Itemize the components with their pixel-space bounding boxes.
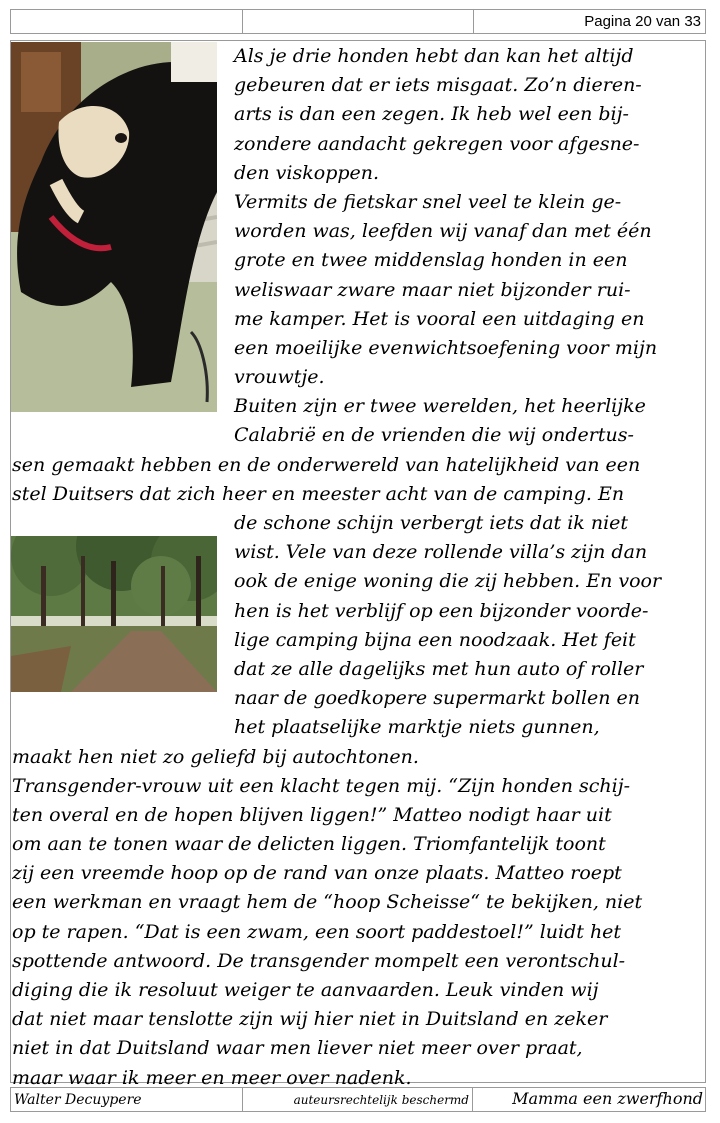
text-line: een moeilijke evenwichtsoefening voor mijn xyxy=(234,336,658,359)
page-footer xyxy=(10,1087,706,1112)
text-line: diging die ik resoluut weiger te aanvaarden. Leuk vinden wij xyxy=(12,979,599,1001)
page-number: Pagina 20 van 33 xyxy=(584,13,701,30)
text-line: dat ze alle dagelijks met hun auto of roller xyxy=(234,657,644,680)
text-line: op te rapen. “Dat is een zwam, een soort paddestoel!” luidt het xyxy=(12,920,622,943)
text-line: Calabrië en de vrienden die wij ondertus- xyxy=(234,424,634,447)
text-line: niet in dat Duitsland waar men liever niet meer over praat, xyxy=(12,1037,583,1060)
text-line: lige camping bijna een noodzaak. Het feit xyxy=(234,628,636,651)
text-line: Transgender-vrouw uit een klacht tegen mij. “Zijn honden schij- xyxy=(12,774,631,797)
text-line: maakt hen niet zo geliefd bij autochtonen. xyxy=(12,745,419,768)
text-line: hen is het verblijf op een bijzonder voorde- xyxy=(234,599,649,622)
header-cell-middle xyxy=(243,10,474,33)
text-line: een werkman en vraagt hem de “hoop Scheisse“ te bekijken, niet xyxy=(12,891,643,914)
article-text xyxy=(12,42,706,1093)
text-line: sen gemaakt hebben en de onderwereld van hatelijkheid van een xyxy=(12,453,641,476)
text-line: maar waar ik meer en meer over nadenk. xyxy=(12,1066,412,1089)
text-line: dat niet maar tenslotte zijn wij hier niet in Duitsland en zeker xyxy=(12,1008,608,1031)
text-line: den viskoppen. xyxy=(234,161,380,184)
header-cell-left xyxy=(11,10,243,33)
text-line: ten overal en de hopen blijven liggen!” Matteo nodigt haar uit xyxy=(12,803,612,826)
text-line: worden was, leefden wij vanaf dan met één xyxy=(234,220,652,243)
page-header xyxy=(10,9,706,34)
text-line: weliswaar zware maar niet bijzonder rui- xyxy=(234,278,631,301)
text-line: spottende antwoord. De transgender mompelt een verontschul- xyxy=(12,949,626,972)
text-line: naar de goedkopere supermarkt bollen en xyxy=(234,687,641,710)
text-line: het plaatselijke marktje niets gunnen, xyxy=(234,716,600,739)
text-line: grote en twee middenslag honden in een xyxy=(234,249,628,272)
text-line: zij een vreemde hoop op de rand van onze plaats. Matteo roept xyxy=(12,862,622,885)
text-line: wist. Vele van deze rollende villa’s zijn dan xyxy=(234,541,648,564)
footer-author: Walter Decuypere xyxy=(11,1088,243,1111)
text-line: Vermits de fietskar snel veel te klein ge- xyxy=(234,190,622,213)
footer-book-title: Mamma een zwerfhond xyxy=(512,1089,703,1108)
text-line: me kamper. Het is vooral een uitdaging en xyxy=(234,307,645,330)
text-line: Als je drie honden hebt dan kan het altijd xyxy=(234,45,634,67)
text-line: vrouwtje. xyxy=(234,366,325,389)
text-line: stel Duitsers dat zich heer en meester acht van de camping. En xyxy=(12,482,625,505)
text-line: om aan te tonen waar de delicten liggen. Triomfantelijk toont xyxy=(12,833,606,856)
text-line: zondere aandacht gekregen voor afgesne- xyxy=(234,132,640,155)
text-line: Buiten zijn er twee werelden, het heerlijke xyxy=(234,395,646,418)
text-line: ook de enige woning die zij hebben. En voor xyxy=(234,570,662,593)
text-line: de schone schijn verbergt iets dat ik niet xyxy=(234,512,629,534)
text-line: arts is dan een zegen. Ik heb wel een bij- xyxy=(234,103,629,126)
footer-copyright: auteursrechtelijk beschermd xyxy=(243,1088,473,1111)
text-line: gebeuren dat er iets misgaat. Zo’n dieren- xyxy=(234,74,642,97)
